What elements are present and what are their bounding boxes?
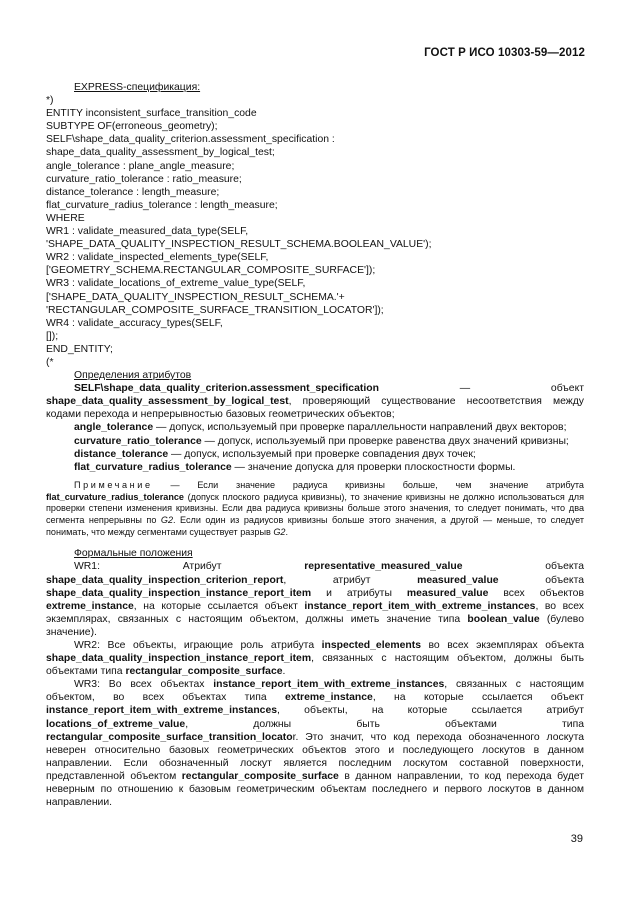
code-line: 'SHAPE_DATA_QUALITY_INSPECTION_RESULT_SCHEMA.BOOLEAN_VALUE'); [46,239,432,251]
rule-wr1: WR1: Атрибут representative_measured_value объекта shape_data_quality_inspection_criterion_report, атрибут measured_value объекта shape_data_quality_inspection_instance_report_item и атрибуты measured_value всех объектов extreme_instance, на которые ссылается объект instance_report_item_with_extreme_instances, во всех экземплярах, связанных с настоящим объектом, должны иметь значение типа boolean_value (булево значение). [46,561,584,638]
code-line: flat_curvature_radius_tolerance : length_measure; [46,199,278,211]
express-code-block [46,94,584,369]
code-line: WR3 : validate_locations_of_extreme_value_type(SELF, [46,278,306,290]
code-line: WHERE [46,212,85,224]
code-line: SELF\shape_data_quality_criterion.assessment_specification : [46,134,335,146]
page-body [46,81,584,809]
code-line: []); [46,330,59,342]
code-line: curvature_ratio_tolerance : ratio_measure; [46,173,242,185]
attribute-definition: distance_tolerance — допуск, используемый при проверке совпадения двух точек; [74,448,476,460]
code-line: SUBTYPE OF(erroneous_geometry); [46,121,218,133]
note-label: Примечание [74,479,153,490]
note: Примечание — Если значение радиуса кривизны больше, чем значение атрибута flat_curvature_radius_tolerance (допуск плоского радиуса кривизны), то значение кривизны не должно использоваться для проверки степени изменения кривизны. Если два радиуса кривизны больше этого значения, то следует понимать, что два сегмента непрерывны по G2. Если один из радиусов кривизны больше этого значения, а другой — меньше, то следует понимать, что между сегментами существует разрыв G2. [46,479,584,537]
code-line: WR2 : validate_inspected_elements_type(SELF, [46,252,269,264]
formal-heading: Формальные положения [74,548,193,560]
page-number: 39 [570,833,583,845]
attribute-definition: curvature_ratio_tolerance — допуск, используемый при проверке равенства двух значений кривизны; [74,435,569,447]
code-line: ['GEOMETRY_SCHEMA.RECTANGULAR_COMPOSITE_SURFACE']); [46,265,376,277]
code-line: ENTITY inconsistent_surface_transition_code [46,108,257,120]
rule-wr3: WR3: Во всех объектах instance_report_item_with_extreme_instances, связанных с настоящим объектом, во всех объектах типа extreme_instance, на которые ссылается объект instance_report_item_with_extreme_instances, объекты, на которые ссылается атрибут locations_of_extreme_value, должны быть объектами типа rectangular_composite_surface_transition_locator. Это значит, что код перехода обозначенного лоскута неверен относительно базовых геометрических объектов этого и последующего лоскутов в данном направлении. Если обозначенный лоскут является последним лоскутом составной поверхности, представленной объектом rectangular_composite_surface в данном направлении, то код перехода будет неверным по отношению к базовым геометрическим объектам последнего и первого лоскутов в данном направлении. [46,679,584,809]
code-line: WR1 : validate_measured_data_type(SELF, [46,226,249,238]
attribute-definition: SELF\shape_data_quality_criterion.assessment_specification — объект shape_data_quality_assessment_by_logical_test, проверяющий существование несоответствия между кодами перехода и непрерывностью базовых геометрических объектов; [46,383,584,421]
attributes-heading: Определения атрибутов [74,370,192,382]
code-line: END_ENTITY; [46,343,113,355]
document-header: ГОСТ Р ИСО 10303-59—2012 [424,47,585,59]
code-line: 'RECTANGULAR_COMPOSITE_SURFACE_TRANSITION_LOCATOR']); [46,304,384,316]
attribute-definition: flat_curvature_radius_tolerance — значение допуска для проверки плоскостности формы. [74,461,516,473]
code-line: ['SHAPE_DATA_QUALITY_INSPECTION_RESULT_SCHEMA.'+ [46,291,345,303]
code-line: WR4 : validate_accuracy_types(SELF, [46,317,223,329]
code-line: shape_data_quality_assessment_by_logical_test; [46,147,275,159]
code-line: (* [46,356,54,368]
code-line: distance_tolerance : length_measure; [46,186,220,198]
express-heading: EXPRESS-спецификация: [74,82,201,93]
rule-wr2: WR2: Все объекты, играющие роль атрибута inspected_elements во всех экземплярах объекта shape_data_quality_inspection_instance_report_item, связанных с настоящим объектом, должны быть объектами типа rectangular_composite_surface. [46,639,584,678]
code-line: *) [46,95,54,107]
code-line: angle_tolerance : plane_angle_measure; [46,160,235,172]
attribute-definition: angle_tolerance — допуск, используемый при проверке параллельности направлений двух векторов; [74,422,567,434]
